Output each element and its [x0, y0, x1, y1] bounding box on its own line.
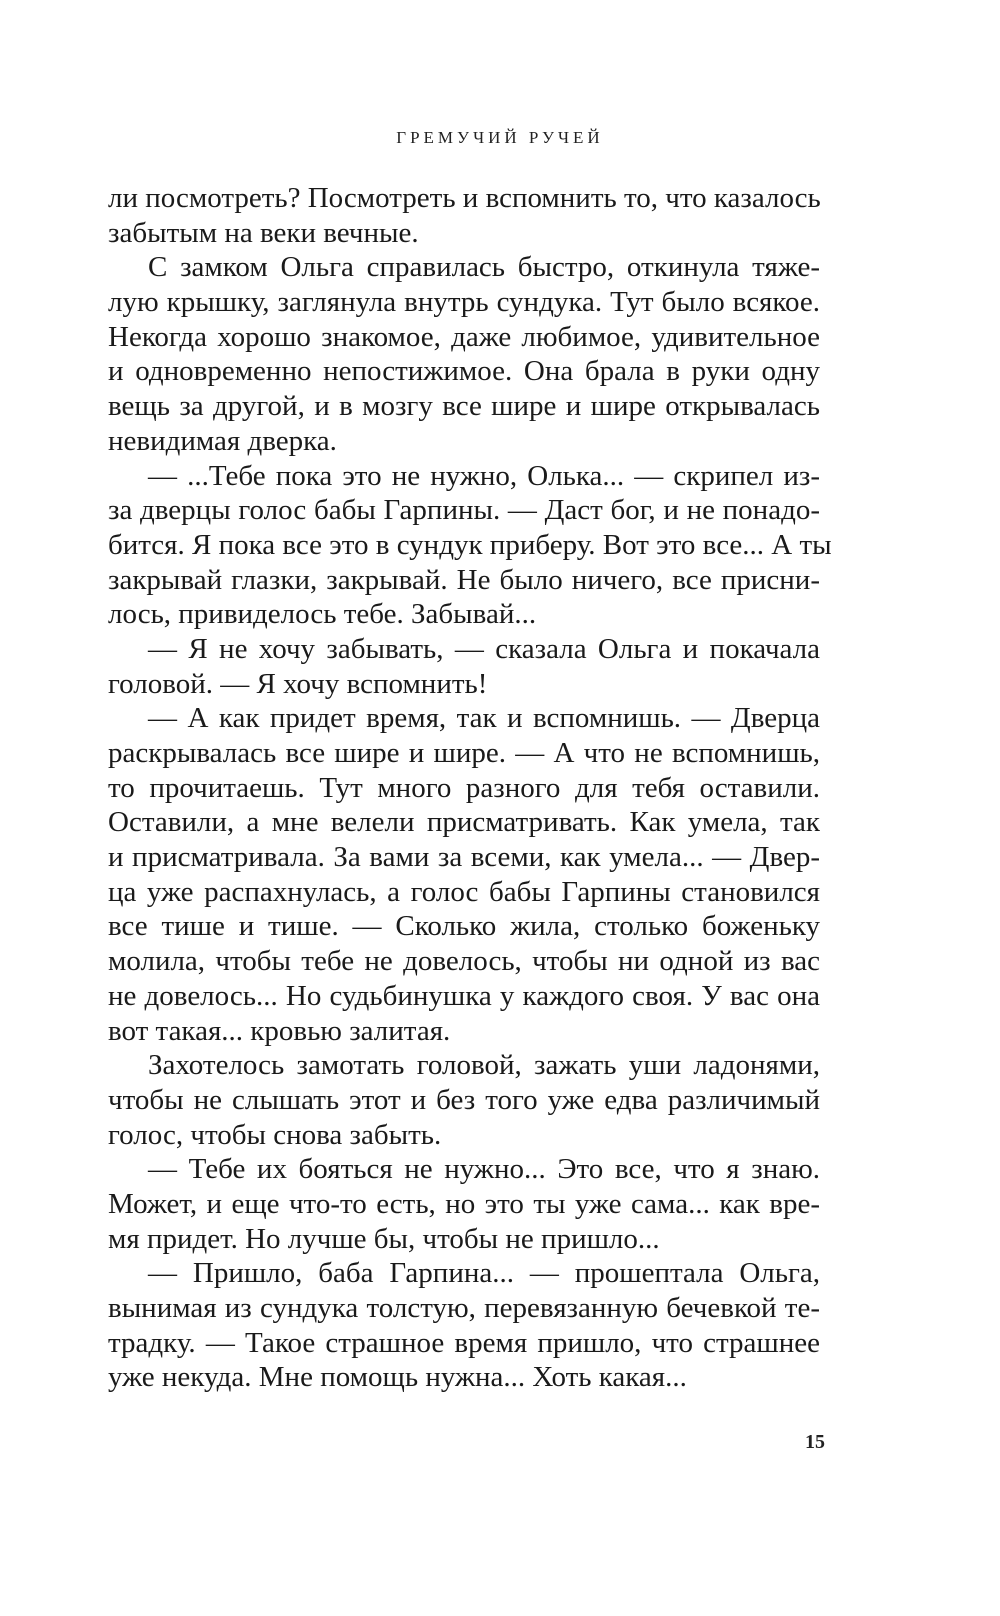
text-line: С замком Ольга справилась быстро, откинула тяже- [148, 251, 820, 284]
text-line: молила, чтобы тебе не довелось, чтобы ни одной из вас [108, 945, 820, 978]
text-line: невидимая дверка. [108, 424, 337, 457]
page-number: 15 [805, 1431, 825, 1453]
text-line: — А как придет время, так и вспомнишь. — Дверца [148, 702, 820, 735]
text-line: головой. — Я хочу вспомнить! [108, 667, 488, 700]
text-line: Оставили, а мне велели присматривать. Как умела, так [108, 806, 820, 839]
text-line: и присматривала. За вами за всеми, как умела... — Двер- [108, 841, 820, 874]
text-line: уже некуда. Мне помощь нужна... Хоть какая... [108, 1361, 687, 1394]
text-line: то прочитаешь. Тут много разного для тебя оставили. [108, 771, 820, 804]
text-line: лось, привиделось тебе. Забывай... [108, 598, 537, 631]
text-line: вещь за другой, и в мозгу все шире и шире открывалась [108, 390, 820, 423]
text-line: ли посмотреть? Посмотреть и вспомнить то, что казалось [108, 182, 821, 214]
text-line: вот такая... кровью залитая. [108, 1014, 451, 1047]
text-line: — Я не хочу забывать, — сказала Ольга и покачала [148, 632, 820, 665]
text-line: все тише и тише. — Сколько жила, столько боженьку [108, 910, 820, 943]
text-line: ца уже распахнулась, а голос бабы Гарпины становился [108, 875, 820, 908]
text-line: за дверцы голос бабы Гарпины. — Даст бог, и не понадо- [108, 494, 820, 527]
text-line: Захотелось замотать головой, зажать уши ладонями, [148, 1049, 820, 1082]
text-line: забытым на веки вечные. [108, 216, 419, 249]
text-line: — Тебе их бояться не нужно... Это все, что я знаю. [148, 1153, 820, 1186]
text-line: раскрывалась все шире и шире. — А что не вспомнишь, [108, 737, 820, 769]
text-line: голос, чтобы снова забыть. [108, 1118, 442, 1151]
text-line: — ...Тебе пока это не нужно, Олька... — скрипел из- [148, 459, 820, 492]
body-text [108, 181, 832, 1395]
text-line: не довелось... Но судьбинушка у каждого своя. У вас она [108, 979, 820, 1012]
text-line: — Пришло, баба Гарпина... — прошептала Ольга, [148, 1257, 820, 1290]
text-line: чтобы не слышать этот и без того уже едва различимый [108, 1083, 820, 1116]
text-line: вынимая из сундука толстую, перевязанную бечевкой те- [108, 1292, 820, 1324]
text-line: Может, и еще что-то есть, но это ты уже сама... как вре- [108, 1187, 820, 1220]
text-line: и одновременно непостижимое. Она брала в руки одну [108, 355, 820, 388]
text-line: мя придет. Но лучше бы, чтобы не пришло... [108, 1222, 660, 1255]
text-line: Некогда хорошо знакомое, даже любимое, удивительное [108, 320, 820, 353]
text-line: бится. Я пока все это в сундук приберу. Вот это все... А ты [108, 528, 832, 561]
text-line: лую крышку, заглянула внутрь сундука. Тут было всякое. [108, 286, 820, 319]
running-head: ГРЕМУЧИЙ РУЧЕЙ [396, 128, 604, 147]
text-line: закрывай глазки, закрывай. Не было ничего, все присни- [108, 563, 820, 596]
text-line: традку. — Такое страшное время пришло, что страшнее [108, 1326, 820, 1359]
